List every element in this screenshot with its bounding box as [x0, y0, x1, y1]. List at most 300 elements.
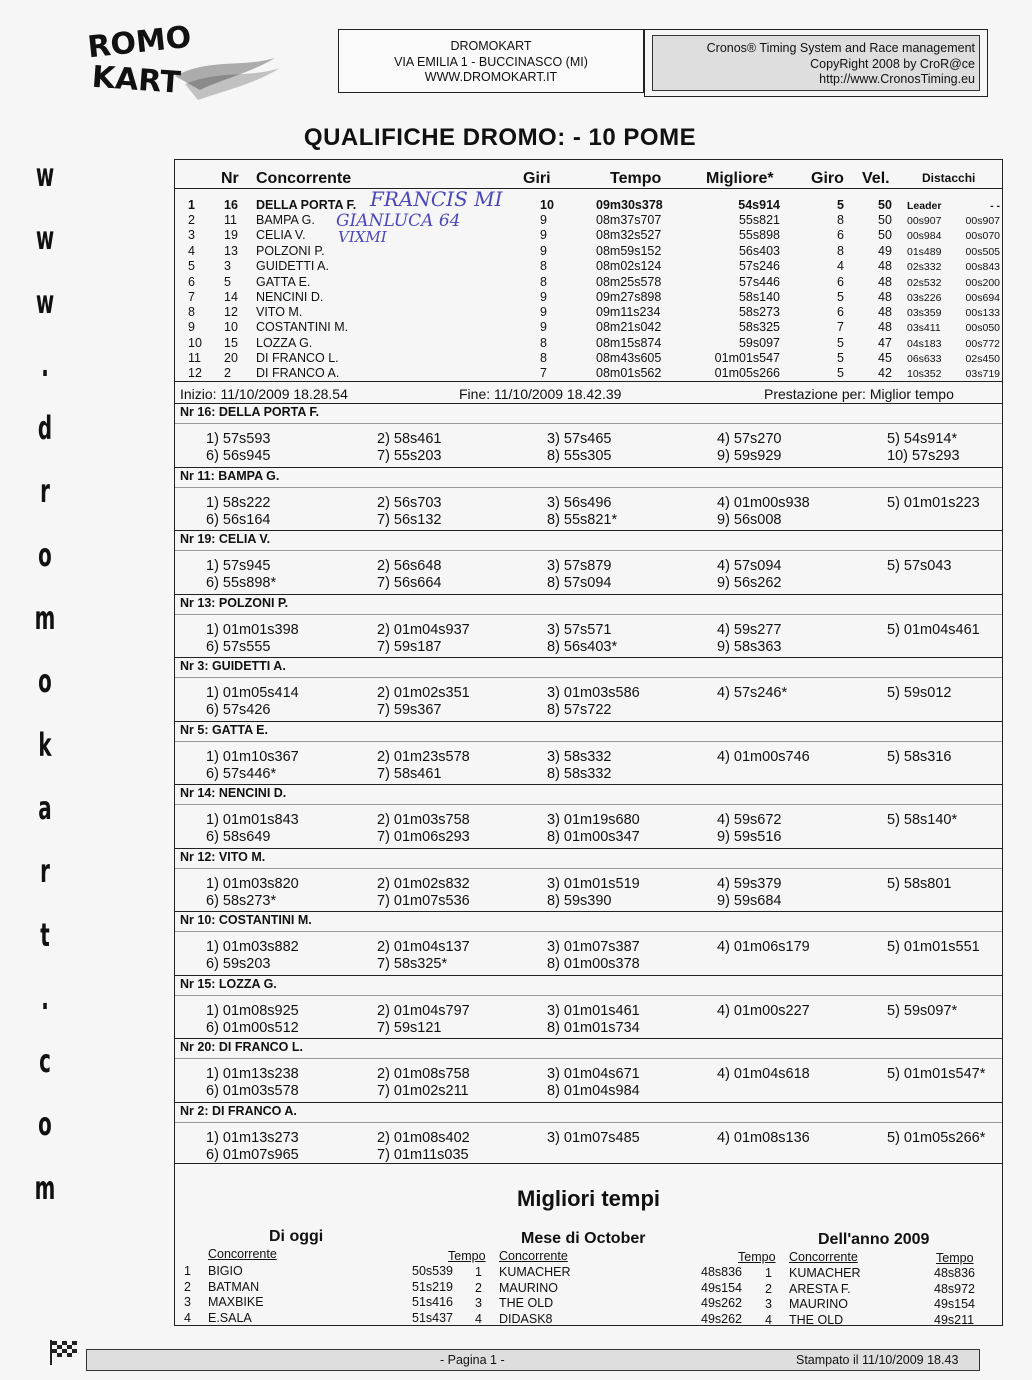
header-club-box: [338, 29, 644, 93]
result-gap-leader: 04s183: [907, 338, 942, 350]
lap-time: 7) 55s203: [377, 448, 442, 464]
result-gap-leader: 02s332: [907, 261, 942, 273]
driver-lap-header: Nr 19: CELIA V.: [180, 532, 271, 546]
driver-lap-header: Nr 20: DI FRANCO L.: [180, 1040, 303, 1054]
result-best-lap-number: 8: [837, 244, 844, 258]
lap-time: 1) 01m08s925: [206, 1003, 299, 1019]
lap-time: 9) 59s929: [717, 448, 782, 464]
result-gap-previous: 00s843: [965, 261, 1000, 273]
result-gap-previous: - -: [990, 200, 1000, 212]
result-laps: 9: [540, 213, 547, 227]
col-header-laps: Giri: [523, 170, 551, 187]
result-total-time: 08m25s578: [596, 275, 662, 289]
divider: [175, 677, 1002, 678]
lap-time: 9) 58s363: [717, 639, 782, 655]
lap-time: 4) 59s277: [717, 622, 782, 638]
result-speed: 48: [878, 275, 892, 289]
lap-time: 6) 01m03s578: [206, 1083, 299, 1099]
lap-time: 10) 57s293: [887, 448, 960, 464]
website-letter: .: [41, 978, 49, 1017]
divider: [175, 1058, 1002, 1059]
result-best-lap-number: 6: [837, 305, 844, 319]
col-header-time: Tempo: [610, 170, 662, 187]
result-total-time: 08m02s124: [596, 259, 662, 273]
result-best-lap: 55s898: [738, 228, 780, 242]
lap-time: 3) 01m07s485: [547, 1130, 640, 1146]
lap-time: 3) 01m04s671: [547, 1066, 640, 1082]
result-total-time: 09m27s898: [596, 290, 662, 304]
lap-time: 7) 56s664: [377, 575, 442, 591]
website-letter: r: [40, 852, 50, 891]
divider: [175, 1122, 1002, 1123]
lap-time: 4) 01m00s227: [717, 1003, 810, 1019]
result-position: 6: [188, 275, 195, 289]
result-gap-previous: 00s133: [965, 307, 1000, 319]
result-best-lap-number: 8: [837, 213, 844, 227]
result-best-lap-number: 5: [837, 336, 844, 350]
lap-time: 2) 01m04s797: [377, 1003, 470, 1019]
lap-time: 2) 01m03s758: [377, 812, 470, 828]
result-best-lap-number: 5: [837, 198, 844, 212]
best-month-title: Mese di October: [521, 1230, 646, 1247]
lap-time: 2) 56s648: [377, 558, 442, 574]
lap-time: 7) 58s461: [377, 766, 442, 782]
lap-time: 4) 57s246*: [717, 685, 788, 701]
col-header-speed: Vel.: [862, 170, 890, 187]
website-letter: w: [35, 282, 55, 321]
lap-time: 7) 59s367: [377, 702, 442, 718]
divider: [175, 741, 1002, 742]
result-gap-previous: 00s772: [965, 338, 1000, 350]
lap-time: 5) 58s801: [887, 876, 952, 892]
divider: [175, 1163, 1002, 1164]
website-letter: w: [35, 156, 55, 194]
result-driver: CELIA V.: [256, 228, 306, 242]
timing-website: http://www.CronosTiming.eu: [819, 72, 975, 86]
dromokart-logo: [80, 18, 290, 106]
result-gap-leader: 00s907: [907, 215, 942, 227]
result-gap-leader: 02s532: [907, 277, 942, 289]
lap-time: 4) 01m06s179: [717, 939, 810, 955]
page-number: - Pagina 1 -: [440, 1353, 505, 1367]
lap-time: 1) 01m13s238: [206, 1066, 299, 1082]
result-speed: 48: [878, 290, 892, 304]
result-kart-number: 3: [224, 259, 231, 273]
divider: [175, 467, 1002, 468]
result-total-time: 08m59s152: [596, 244, 662, 258]
lap-time: 6) 57s446*: [206, 766, 277, 782]
best-rank: 2: [184, 1279, 191, 1294]
lap-time: 8) 01m01s734: [547, 1020, 640, 1036]
result-gap-previous: 00s050: [965, 322, 1000, 334]
lap-time: 6) 56s945: [206, 448, 271, 464]
best-rank: 2: [475, 1280, 482, 1295]
best-rank: 2: [765, 1281, 772, 1296]
lap-time: 4) 01m04s618: [717, 1066, 810, 1082]
result-best-lap: 56s403: [738, 244, 780, 258]
col-header-nr: Nr: [221, 170, 239, 187]
lap-time: 1) 01m01s398: [206, 622, 299, 638]
lap-time: 3) 01m19s680: [547, 812, 640, 828]
best-today-driver-header: Concorrente: [208, 1247, 277, 1261]
best-rank: 3: [765, 1297, 772, 1311]
lap-time: 9) 59s684: [717, 893, 782, 909]
divider: [175, 995, 1002, 996]
lap-time: 5) 01m01s551: [887, 939, 980, 955]
session-end: Fine: 11/10/2009 18.42.39: [459, 386, 622, 402]
result-total-time: 08m43s605: [596, 351, 662, 365]
result-best-lap: 58s140: [738, 290, 780, 304]
result-best-lap-number: 5: [837, 366, 844, 380]
lap-time: 2) 56s703: [377, 495, 442, 511]
lap-time: 1) 01m13s273: [206, 1130, 299, 1146]
divider: [175, 911, 1002, 912]
best-month-time-header: Tempo: [738, 1250, 776, 1264]
driver-lap-header: Nr 3: GUIDETTI A.: [180, 659, 286, 673]
result-position: 5: [188, 259, 195, 273]
lap-time: 9) 56s262: [717, 575, 782, 591]
result-gap-leader: 06s633: [907, 353, 942, 365]
lap-time: 1) 01m03s820: [206, 876, 299, 892]
website-letter: a: [38, 788, 52, 827]
lap-time: 2) 01m08s402: [377, 1130, 470, 1146]
website-letter: d: [37, 409, 53, 448]
lap-time: 2) 01m23s578: [377, 749, 470, 765]
best-today-time-header: Tempo: [448, 1249, 486, 1263]
lap-time: 4) 57s094: [717, 558, 782, 574]
result-total-time: 08m37s707: [596, 213, 662, 227]
driver-lap-header: Nr 10: COSTANTINI M.: [180, 913, 312, 927]
result-total-time: 08m21s042: [596, 320, 662, 334]
vertical-website-text: [25, 150, 65, 1226]
result-best-lap: 57s446: [738, 275, 780, 289]
lap-time: 3) 01m03s586: [547, 685, 640, 701]
result-total-time: 09m30s378: [596, 198, 663, 212]
lap-time: 5) 01m04s461: [887, 622, 980, 638]
lap-time: 2) 01m04s137: [377, 939, 470, 955]
best-driver: MAURINO: [789, 1297, 849, 1311]
result-kart-number: 16: [224, 198, 238, 212]
divider: [175, 1102, 1002, 1103]
lap-time: 6) 55s898*: [206, 575, 277, 591]
lap-time: 4) 01m00s938: [717, 495, 810, 511]
best-time: 51s219: [412, 1279, 454, 1294]
handwritten-note: VIXMI: [338, 228, 387, 246]
result-position: 8: [188, 305, 195, 319]
result-laps: 8: [540, 336, 547, 350]
result-total-time: 08m32s527: [596, 228, 662, 242]
lap-time: 6) 58s273*: [206, 893, 277, 909]
result-best-lap: 58s273: [738, 305, 780, 319]
result-best-lap: 01m01s547: [714, 351, 780, 365]
lap-time: 4) 59s672: [717, 812, 782, 828]
club-address: VIA EMILIA 1 - BUCCINASCO (MI): [394, 54, 588, 69]
col-header-driver: Concorrente: [256, 170, 352, 187]
website-letter: w: [35, 219, 55, 258]
lap-time: 2) 58s461: [377, 431, 442, 447]
website-letter: o: [38, 662, 52, 701]
lap-time: 5) 59s012: [887, 685, 952, 701]
result-position: 2: [188, 213, 195, 227]
result-gap-previous: 00s505: [965, 246, 1000, 258]
result-kart-number: 5: [224, 275, 231, 289]
best-time: 51s437: [412, 1310, 454, 1325]
result-best-lap-number: 7: [837, 320, 844, 334]
result-speed: 50: [878, 213, 892, 227]
lap-time: 2) 01m08s758: [377, 1066, 470, 1082]
lap-time: 1) 01m03s882: [206, 939, 299, 955]
website-letter: c: [39, 1042, 51, 1081]
lap-time: 8) 01m00s378: [547, 956, 640, 972]
best-time: 48s836: [934, 1266, 976, 1280]
best-driver: MAURINO: [499, 1280, 559, 1295]
divider: [175, 804, 1002, 805]
lap-time: 6) 01m00s512: [206, 1020, 299, 1036]
result-best-lap-number: 6: [837, 228, 844, 242]
divider: [175, 381, 1002, 382]
best-rank: 3: [184, 1295, 191, 1309]
lap-time: 9) 56s008: [717, 512, 782, 528]
checkered-flag-icon: [48, 1338, 80, 1371]
best-driver: KUMACHER: [499, 1265, 571, 1279]
handwritten-note: GIANLUCA 64: [336, 211, 461, 231]
lap-time: 1) 57s945: [206, 558, 271, 574]
result-gap-leader: 01s489: [907, 246, 942, 258]
result-kart-number: 19: [224, 228, 238, 242]
result-laps: 9: [540, 244, 547, 258]
lap-time: 8) 01m04s984: [547, 1083, 640, 1099]
best-time: 49s154: [701, 1280, 743, 1295]
result-position: 3: [188, 228, 195, 242]
result-gap-leader: 03s359: [907, 307, 942, 319]
lap-time: 7) 59s187: [377, 639, 442, 655]
divider: [175, 403, 1002, 404]
lap-time: 7) 01m07s536: [377, 893, 470, 909]
result-position: 9: [188, 320, 195, 334]
lap-time: 5) 59s097*: [887, 1003, 958, 1019]
lap-time: 4) 57s270: [717, 431, 782, 447]
result-gap-leader: 03s226: [907, 292, 942, 304]
result-gap-leader: 03s411: [907, 322, 941, 334]
lap-time: 1) 01m10s367: [206, 749, 299, 765]
lap-time: 3) 58s332: [547, 749, 612, 765]
result-best-lap: 01m05s266: [714, 366, 780, 380]
best-time: 49s211: [934, 1312, 975, 1327]
lap-time: 3) 56s496: [547, 495, 612, 511]
result-position: 10: [188, 336, 202, 350]
lap-time: 3) 57s571: [547, 622, 612, 638]
best-time: 50s539: [412, 1264, 454, 1278]
lap-time: 3) 01m01s519: [547, 876, 640, 892]
divider: [175, 614, 1002, 615]
driver-lap-header: Nr 13: POLZONI P.: [180, 596, 289, 610]
result-laps: 9: [540, 305, 547, 319]
divider: [175, 848, 1002, 849]
lap-time: 2) 01m02s351: [377, 685, 470, 701]
lap-time: 5) 58s316: [887, 749, 952, 765]
lap-time: 2) 01m04s937: [377, 622, 470, 638]
result-laps: 8: [540, 259, 547, 273]
result-position: 7: [188, 290, 195, 304]
result-laps: 8: [540, 351, 547, 365]
club-name: DROMOKART: [450, 39, 532, 53]
result-driver: GATTA E.: [256, 275, 311, 289]
lap-time: 1) 58s222: [206, 495, 271, 511]
result-laps: 9: [540, 320, 547, 334]
best-rank: 1: [765, 1266, 772, 1280]
timing-copyright: CopyRight 2008 by CroR@ce: [810, 56, 975, 71]
best-times-title: Migliori tempi: [517, 1186, 660, 1211]
lap-time: 3) 01m01s461: [547, 1003, 640, 1019]
website-letter: m: [34, 599, 56, 638]
logo-text-top: ROMO: [85, 19, 193, 66]
best-month-driver-header: Concorrente: [499, 1249, 568, 1263]
result-best-lap-number: 4: [837, 259, 844, 273]
result-driver: LOZZA G.: [256, 336, 313, 350]
lap-time: 6) 59s203: [206, 956, 271, 972]
best-driver: BIGIO: [208, 1264, 243, 1278]
result-position: 4: [188, 244, 195, 258]
lap-time: 3) 57s879: [547, 558, 612, 574]
lap-time: 6) 57s555: [206, 639, 271, 655]
best-driver: MAXBIKE: [208, 1295, 264, 1309]
driver-lap-header: Nr 11: BAMPA G.: [180, 469, 280, 483]
result-driver: DELLA PORTA F.: [256, 198, 357, 212]
lap-time: 4) 59s379: [717, 876, 782, 892]
website-letter: o: [38, 1105, 52, 1144]
lap-time: 8) 57s094: [547, 575, 612, 591]
result-laps: 9: [540, 228, 547, 242]
result-gap-leader: Leader: [907, 200, 942, 212]
result-total-time: 08m01s562: [596, 366, 662, 380]
result-speed: 48: [878, 259, 892, 273]
result-best-lap: 58s325: [738, 320, 780, 334]
col-header-best: Migliore*: [706, 170, 774, 187]
result-kart-number: 14: [224, 290, 238, 304]
result-driver: GUIDETTI A.: [256, 259, 329, 273]
col-header-gaps: Distacchi: [922, 171, 976, 185]
best-rank: 1: [475, 1265, 482, 1279]
divider: [175, 657, 1002, 658]
divider: [175, 487, 1002, 488]
result-speed: 49: [878, 244, 892, 258]
best-rank: 4: [184, 1310, 191, 1325]
lap-time: 5) 54s914*: [887, 431, 958, 447]
result-speed: 45: [878, 351, 892, 365]
result-best-lap-number: 5: [837, 351, 844, 365]
lap-time: 2) 01m02s832: [377, 876, 470, 892]
result-laps: 8: [540, 275, 547, 289]
result-kart-number: 2: [224, 366, 231, 380]
result-position: 11: [188, 351, 201, 365]
page-title: QUALIFICHE DROMO: - 10 POME: [303, 124, 697, 151]
lap-time: 9) 59s516: [717, 829, 782, 845]
result-gap-previous: 00s200: [965, 277, 1000, 289]
best-rank: 1: [184, 1264, 191, 1278]
driver-lap-header: Nr 15: LOZZA G.: [180, 977, 277, 991]
divider: [175, 931, 1002, 932]
lap-time: 5) 58s140*: [887, 812, 958, 828]
lap-time: 8) 55s821*: [547, 512, 618, 528]
driver-lap-header: Nr 12: VITO M.: [180, 850, 266, 864]
best-rank: 4: [765, 1312, 772, 1327]
result-driver: COSTANTINI M.: [256, 320, 349, 334]
divider: [175, 784, 1002, 785]
result-gap-previous: 00s070: [965, 230, 1000, 242]
lap-time: 8) 55s305: [547, 448, 612, 464]
best-year-driver-header: Concorrente: [789, 1250, 858, 1264]
lap-time: 5) 57s043: [887, 558, 952, 574]
result-speed: 48: [878, 320, 892, 334]
best-rank: 3: [475, 1296, 482, 1310]
divider: [175, 188, 1002, 189]
result-driver: BAMPA G.: [256, 213, 315, 227]
result-best-lap: 59s097: [738, 336, 780, 350]
result-speed: 50: [878, 228, 892, 242]
lap-time: 7) 56s132: [377, 512, 442, 528]
lap-time: 8) 59s390: [547, 893, 612, 909]
divider: [175, 721, 1002, 722]
lap-time: 6) 56s164: [206, 512, 271, 528]
divider: [175, 530, 1002, 531]
col-header-lap: Giro: [811, 170, 844, 187]
lap-time: 5) 01m01s547*: [887, 1066, 986, 1082]
result-kart-number: 12: [224, 305, 238, 319]
best-year-title: Dell'anno 2009: [818, 1231, 930, 1248]
result-gap-leader: 00s984: [907, 230, 942, 242]
best-time: 51s416: [412, 1295, 454, 1309]
result-kart-number: 13: [224, 244, 238, 258]
best-driver: THE OLD: [789, 1312, 844, 1327]
result-laps: 9: [540, 290, 547, 304]
best-driver: THE OLD: [499, 1296, 554, 1310]
result-best-lap-number: 5: [837, 290, 844, 304]
lap-time: 6) 58s649: [206, 829, 271, 845]
result-speed: 42: [878, 366, 892, 380]
result-kart-number: 10: [224, 320, 238, 334]
printed-timestamp: Stampato il 11/10/2009 18.43: [796, 1353, 959, 1367]
lap-time: 7) 59s121: [377, 1020, 442, 1036]
result-driver: DI FRANCO L.: [256, 351, 339, 365]
result-driver: POLZONI P.: [256, 244, 325, 258]
best-driver: KUMACHER: [789, 1266, 861, 1280]
lap-time: 1) 01m05s414: [206, 685, 299, 701]
lap-time: 7) 01m06s293: [377, 829, 470, 845]
best-time: 49s262: [701, 1296, 743, 1310]
lap-time: 3) 01m07s387: [547, 939, 640, 955]
result-driver: NENCINI D.: [256, 290, 324, 304]
website-letter: k: [38, 725, 52, 764]
divider: [175, 594, 1002, 595]
result-gap-leader: 10s352: [907, 368, 942, 380]
logo-text-bottom: KART: [90, 59, 182, 101]
lap-time: 6) 57s426: [206, 702, 271, 718]
driver-lap-header: Nr 2: DI FRANCO A.: [180, 1104, 297, 1118]
result-gap-previous: 00s694: [965, 292, 1000, 304]
driver-lap-header: Nr 5: GATTA E.: [180, 723, 268, 737]
result-speed: 47: [878, 336, 892, 350]
lap-time: 3) 57s465: [547, 431, 612, 447]
lap-time: 1) 57s593: [206, 431, 271, 447]
result-laps: 10: [540, 198, 554, 212]
result-total-time: 08m15s874: [596, 336, 662, 350]
performance-basis: Prestazione per: Miglior tempo: [764, 386, 954, 402]
best-time: 48s972: [934, 1281, 976, 1296]
result-best-lap: 54s914: [738, 198, 780, 212]
divider: [175, 423, 1002, 424]
result-speed: 50: [878, 198, 892, 212]
result-kart-number: 20: [224, 351, 238, 365]
